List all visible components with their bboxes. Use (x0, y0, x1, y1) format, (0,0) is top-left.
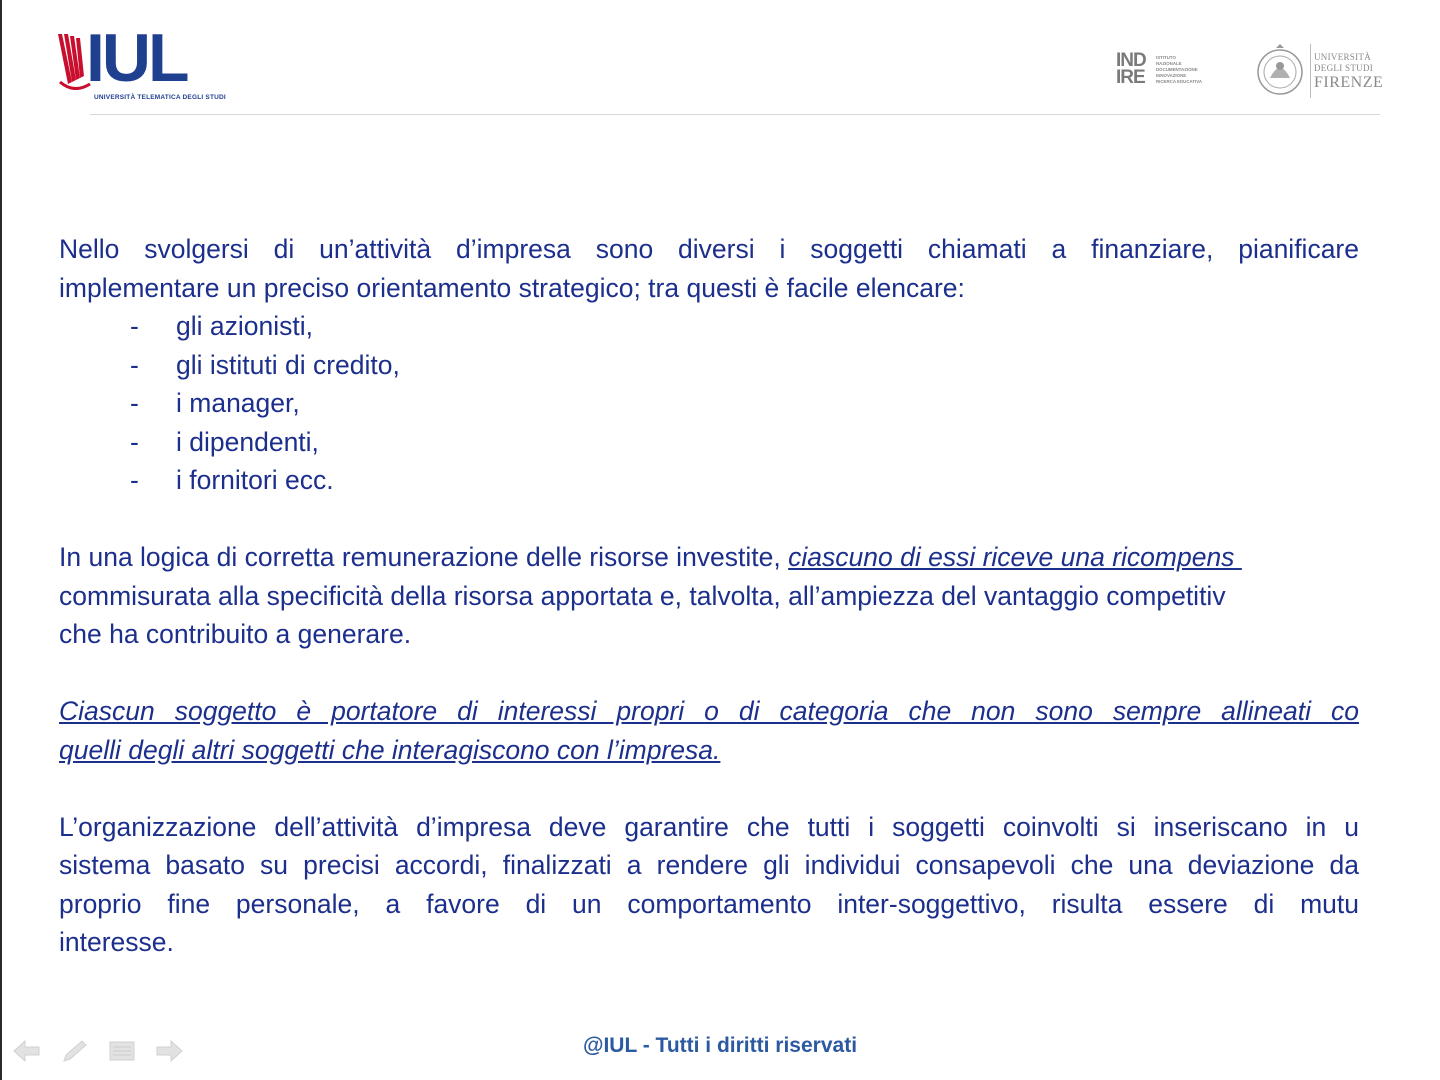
paragraph-4-line-1: L’organizzazione dell’attività d’impresa deve garantire che tutti i soggetti coinvolti si inseriscano in u (59, 811, 1359, 842)
menu-icon[interactable] (107, 1038, 137, 1064)
paragraph-3-line-1: Ciascun soggetto è portatore di interessi propri o di categoria che non sono sempre allineati co (59, 696, 1359, 726)
iul-logo-subtitle: UNIVERSITÀ TELEMATICA DEGLI STUDI (94, 94, 226, 101)
indire-logo (1116, 52, 1226, 92)
paragraph-3-line-2: quelli degli altri soggetti che interagiscono con l’impresa. (59, 734, 721, 765)
paragraph-2-line-2: commisurata alla specificità della risorsa apportata e, talvolta, all’ampiezza del vantaggio competitiv (59, 580, 1226, 611)
stakeholder-list (59, 307, 1359, 500)
back-arrow-icon[interactable] (12, 1038, 42, 1064)
unifi-logo-divider (1310, 44, 1311, 98)
paragraph-2-line-1: In una logica di corretta remunerazione delle risorse investite, ciascuno di essi riceve una ricompens (59, 542, 1235, 572)
iul-logo-text: IUL (86, 20, 187, 96)
footer-copyright: @IUL - Tutti i diritti riservati (582, 1034, 858, 1057)
paragraph-2-line-3: che ha contribuito a generare. (59, 619, 412, 649)
paragraph-2-emphasis: ciascuno di essi riceve una ricompens (788, 542, 1235, 572)
unifi-logo-text: UNIVERSITÀ DEGLI STUDI FIRENZE (1314, 52, 1384, 91)
indire-logo-small: ISTITUTO NAZIONALE DOCUMENTAZIONE INNOVAZIONE RICERCA EDUCATIVA (1156, 55, 1203, 84)
list-item: - gli azionisti, (130, 311, 313, 341)
unifi-logo (1256, 42, 1382, 100)
list-item: - i fornitori ecc. (130, 465, 334, 495)
indire-logo-text: IND IRE (1116, 50, 1146, 88)
forward-arrow-icon[interactable] (154, 1038, 184, 1064)
list-item: - gli istituti di credito, (130, 349, 400, 380)
paragraph-4-line-3: proprio fine personale, a favore di un comportamento inter-soggettivo, risulta essere di mutu (59, 888, 1359, 919)
header-divider (90, 114, 1380, 115)
paragraph-4-line-4: interesse. (59, 927, 174, 957)
intro-line-1: Nello svolgersi di un’attività d’impresa sono diversi i soggetti chiamati a finanziare, pianificare (59, 234, 1359, 264)
list-item: - i dipendenti, (130, 426, 319, 457)
iul-logo (56, 20, 226, 104)
pen-icon[interactable] (60, 1038, 90, 1064)
list-item: - i manager, (130, 388, 300, 418)
intro-line-2: implementare un preciso orientamento strategico; tra questi è facile elencare: (59, 272, 965, 303)
unifi-seal-icon (1256, 44, 1304, 98)
left-edge (0, 0, 2, 1080)
paragraph-4-line-2: sistema basato su precisi accordi, finalizzati a rendere gli individui consapevoli che una deviazione da (59, 850, 1359, 880)
slide-content (59, 230, 1359, 962)
